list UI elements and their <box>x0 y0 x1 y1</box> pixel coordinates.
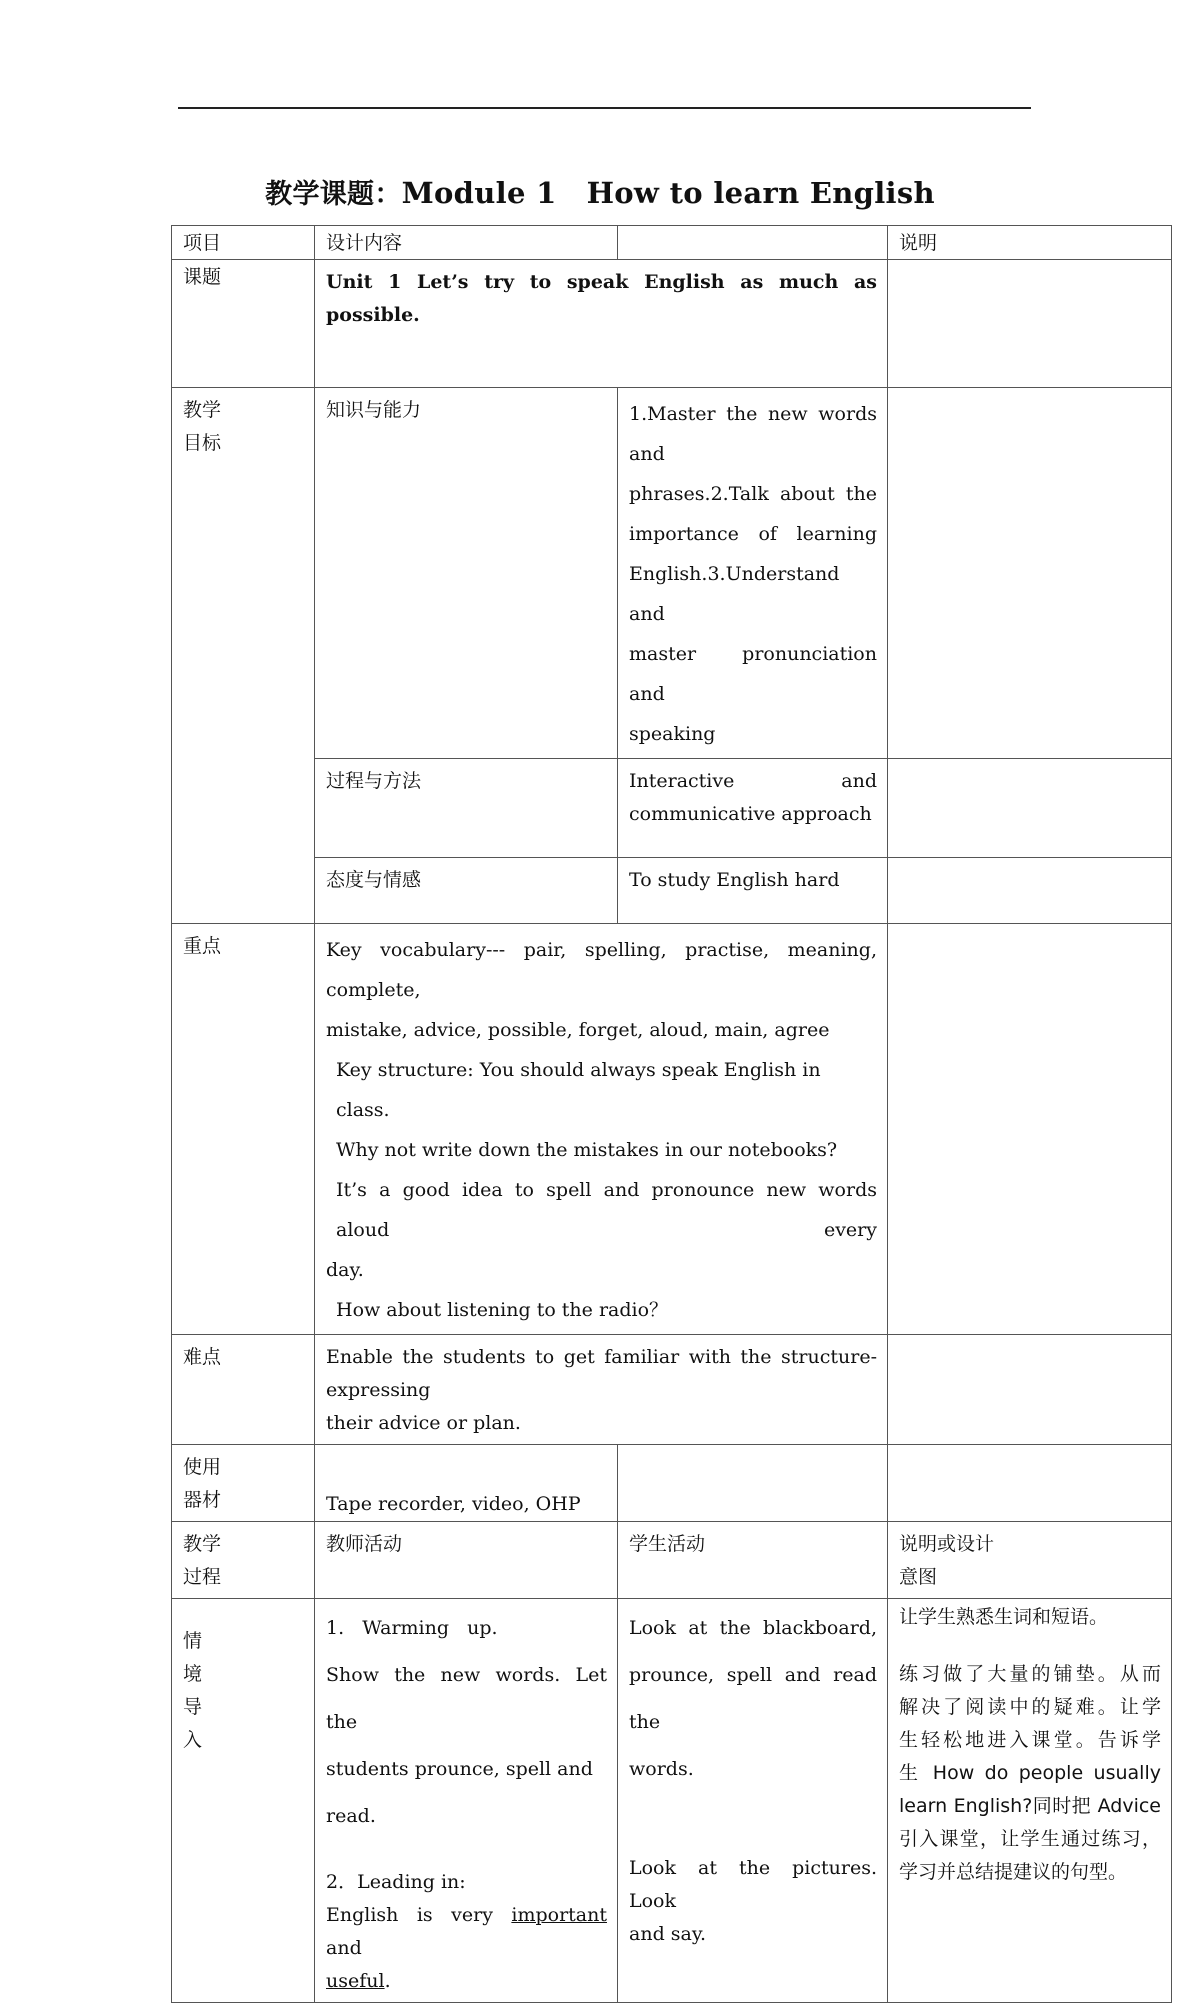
teacher-step2-text2 <box>326 1965 607 1998</box>
equipment-label-line1: 使用 <box>183 1456 222 1478</box>
difficulty-line: Enable the students to get familiar with the structure-expressing <box>326 1346 877 1401</box>
teacher-step1-line: Show the new words. Let the <box>326 1664 607 1733</box>
intro-note-line: 生轻松地进入课堂。告诉学 <box>899 1729 1161 1751</box>
process-label: 过程与方法 <box>315 759 618 858</box>
equipment-row <box>172 1445 1172 1522</box>
key-points-line: Key vocabulary--- pair, spelling, practise, meaning, complete, <box>326 939 877 1001</box>
student-line: Look at the pictures. Look <box>629 1857 877 1912</box>
page-title <box>0 172 1200 211</box>
knowledge-line: phrases.2.Talk about the <box>629 483 877 505</box>
key-points-line: It’s a good idea to spell and pronounce new words aloud every <box>336 1179 877 1241</box>
process-header-label-line1: 教学 <box>183 1533 222 1555</box>
design-intent-header <box>888 1522 1172 1599</box>
key-points-line: day. <box>326 1259 364 1281</box>
key-points-line: mistake, advice, possible, forget, aloud, main, agree <box>326 1019 830 1041</box>
intro-label-char: 导 <box>183 1696 203 1718</box>
teacher-step2: 2．Leading in: <box>326 1871 466 1893</box>
teacher-activity <box>315 1599 618 2003</box>
unit-title-line2: possible. <box>326 304 420 326</box>
header-notes: 说明 <box>888 226 1172 260</box>
equipment-label <box>172 1445 315 1522</box>
intro-label-char: 境 <box>183 1663 203 1685</box>
objectives-label-line2: 目标 <box>183 432 222 454</box>
equipment-label-line2: 器材 <box>183 1489 222 1511</box>
unit-title <box>315 260 888 388</box>
topic-notes <box>888 260 1172 388</box>
objectives-label-line1: 教学 <box>183 399 222 421</box>
key-points-label: 重点 <box>172 924 315 1335</box>
process-content <box>618 759 888 858</box>
student-line: words. <box>629 1758 694 1780</box>
teacher-step2-text <box>326 1899 607 1965</box>
attitude-row <box>172 858 1172 924</box>
header-content: 设计内容 <box>315 226 618 260</box>
process-header-row <box>172 1522 1172 1599</box>
key-points-row <box>172 924 1172 1335</box>
process-header-label-line2: 过程 <box>183 1566 222 1588</box>
process-header-label <box>172 1522 315 1599</box>
teacher-step2-end: . <box>384 1970 391 1992</box>
attitude-notes <box>888 858 1172 924</box>
teacher-step1: 1. Warming up. <box>326 1617 498 1639</box>
teacher-step1-line: students prounce, spell and read. <box>326 1758 593 1827</box>
design-intent-line2: 意图 <box>899 1566 938 1588</box>
intro-row <box>172 1599 1172 2003</box>
process-notes <box>888 759 1172 858</box>
intro-label <box>172 1599 315 2003</box>
lesson-plan-table <box>171 225 1172 2003</box>
title-module: Module 1 <box>401 176 557 210</box>
knowledge-content <box>618 388 888 759</box>
key-points-notes <box>888 924 1172 1335</box>
header-blank <box>618 226 888 260</box>
teacher-step2-useful: useful <box>326 1970 385 1992</box>
design-intent-line1: 说明或设计 <box>899 1533 995 1555</box>
student-line: Look at the blackboard, <box>629 1617 877 1639</box>
teacher-step2-pre: English is very <box>326 1904 512 1926</box>
knowledge-line: master pronunciation and <box>629 643 877 705</box>
difficulty-line: their advice or plan. <box>326 1412 521 1434</box>
difficulty-notes <box>888 1335 1172 1445</box>
unit-title-line1: Unit 1 Let’s try to speak English as much as <box>326 271 877 293</box>
student-line: prounce, spell and read the <box>629 1664 877 1733</box>
intro-notes <box>888 1599 1172 2003</box>
header-item: 项目 <box>172 226 315 260</box>
attitude-label: 态度与情感 <box>315 858 618 924</box>
key-points-content <box>315 924 888 1335</box>
key-points-line: How about listening to the radio？ <box>336 1299 669 1321</box>
difficulty-label: 难点 <box>172 1335 315 1445</box>
topic-label: 课题 <box>172 260 315 388</box>
student-activity <box>618 1599 888 2003</box>
title-cn: 教学课题： <box>265 179 402 210</box>
knowledge-line: speaking <box>629 723 716 745</box>
knowledge-line: importance of learning <box>629 523 877 545</box>
intro-note-line: 学习并总结提建议的句型。 <box>899 1861 1128 1883</box>
teacher-activity-header: 教师活动 <box>315 1522 618 1599</box>
header-rule <box>178 107 1031 109</box>
objectives-label <box>172 388 315 924</box>
key-points-line: Key structure: You should always speak English in class. <box>336 1059 821 1121</box>
teacher-step2-mid: and <box>326 1937 362 1959</box>
attitude-content: To study English hard <box>618 858 888 924</box>
intro-note-line: 练习做了大量的铺垫。从而 <box>899 1663 1161 1685</box>
process-line: communicative approach <box>629 803 872 825</box>
intro-note-line: 让学生熟悉生词和短语。 <box>899 1606 1109 1628</box>
key-points-line: Why not write down the mistakes in our notebooks? <box>336 1139 838 1161</box>
header-row <box>172 226 1172 260</box>
knowledge-line: 1.Master the new words and <box>629 403 877 465</box>
topic-row <box>172 260 1172 388</box>
title-topic: How to learn English <box>586 176 935 210</box>
equipment-notes <box>888 1445 1172 1522</box>
knowledge-row <box>172 388 1172 759</box>
student-activity-header: 学生活动 <box>618 1522 888 1599</box>
difficulty-row <box>172 1335 1172 1445</box>
equipment-content: Tape recorder, video, OHP <box>315 1445 618 1522</box>
intro-label-char: 入 <box>183 1729 203 1751</box>
process-line: Interactive and <box>629 770 877 792</box>
knowledge-label: 知识与能力 <box>315 388 618 759</box>
intro-note-line: 解决了阅读中的疑难。让学 <box>899 1696 1161 1718</box>
intro-label-char: 情 <box>183 1630 203 1652</box>
equipment-blank <box>618 1445 888 1522</box>
knowledge-notes <box>888 388 1172 759</box>
student-line: and say. <box>629 1923 707 1945</box>
intro-note-line: learn English?同时把 Advice <box>899 1795 1161 1817</box>
intro-note-line: 引入课堂，让学生通过练习， <box>899 1828 1161 1850</box>
difficulty-content <box>315 1335 888 1445</box>
knowledge-line: English.3.Understand and <box>629 563 840 625</box>
teacher-step2-important: important <box>511 1904 607 1926</box>
process-row <box>172 759 1172 858</box>
intro-note-line: 生 How do people usually <box>899 1762 1161 1784</box>
